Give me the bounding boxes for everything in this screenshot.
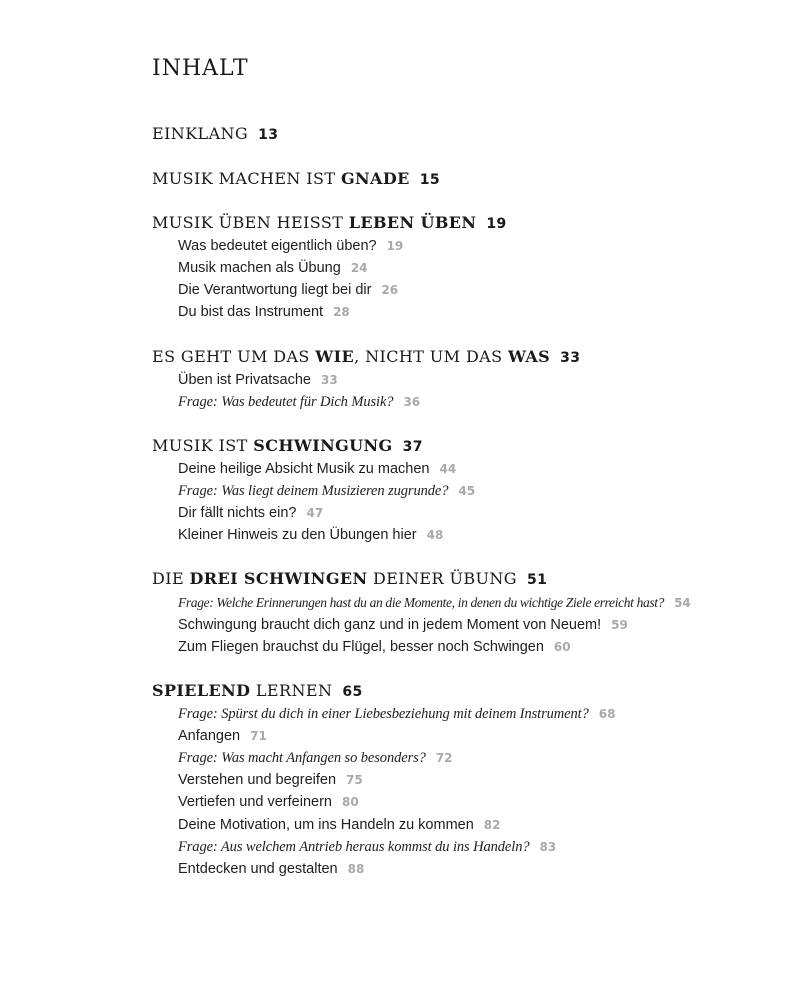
entry-page-number: 71 xyxy=(250,729,267,743)
toc-question-entry xyxy=(178,749,453,767)
chapter-heading xyxy=(152,169,440,190)
chapter-title-bold: LEBEN ÜBEN xyxy=(348,213,477,232)
entry-page-number: 45 xyxy=(458,484,476,498)
entry-title: Schwingung braucht dich ganz und in jedem Moment von Neuem! xyxy=(178,617,602,633)
entry-title: Anfangen xyxy=(178,728,241,744)
toc-entry xyxy=(178,237,403,255)
entry-page-number: 68 xyxy=(598,707,616,721)
chapter-page-number: 65 xyxy=(342,684,363,700)
chapter-title-bold: SCHWINGUNG xyxy=(253,436,393,455)
entry-page-number: 60 xyxy=(553,640,571,654)
entry-page-number: 88 xyxy=(347,862,365,876)
entry-title: Dir fällt nichts ein? xyxy=(178,505,297,521)
entry-title: Was bedeutet eigentlich üben? xyxy=(178,238,377,254)
entry-title: Kleiner Hinweis zu den Übungen hier xyxy=(178,527,417,543)
chapter-title-mid: LERNEN xyxy=(250,681,333,700)
toc-entry xyxy=(178,638,571,656)
entry-title: Entdecken und gestalten xyxy=(178,861,338,877)
toc-question-entry xyxy=(178,393,420,411)
chapter-heading xyxy=(152,436,423,457)
toc-entry xyxy=(178,303,350,321)
chapter-heading xyxy=(152,124,278,145)
entry-title: Frage: Was bedeutet für Dich Musik? xyxy=(178,394,394,410)
chapter-title: EINKLANG xyxy=(152,124,249,143)
entry-page-number: 47 xyxy=(306,506,324,520)
entry-title: Frage: Spürst du dich in einer Liebesbeziehung mit deinem Instrument? xyxy=(178,706,589,722)
chapter-title-bold-2: WAS xyxy=(507,347,551,366)
chapter-page-number: 37 xyxy=(402,439,423,455)
toc-entry xyxy=(178,259,368,277)
chapter-title: MUSIK IST xyxy=(152,436,254,455)
toc-entry xyxy=(178,460,456,478)
toc-entry xyxy=(178,371,338,389)
chapter-page-number: 33 xyxy=(560,350,581,366)
entry-page-number: 28 xyxy=(333,305,350,319)
toc-entry xyxy=(178,526,443,544)
entry-title: Musik machen als Übung xyxy=(178,260,341,276)
toc-question-entry xyxy=(178,705,615,723)
entry-page-number: 82 xyxy=(483,818,501,832)
toc-entry xyxy=(178,727,267,745)
toc-question-entry xyxy=(178,482,475,500)
toc-entry xyxy=(178,816,500,834)
chapter-page-number: 19 xyxy=(486,216,507,232)
entry-title: Deine Motivation, um ins Handeln zu kommen xyxy=(178,817,474,833)
entry-page-number: 44 xyxy=(439,462,457,476)
chapter-title: ES GEHT UM DAS xyxy=(152,347,316,366)
entry-page-number: 36 xyxy=(403,395,421,409)
entry-page-number: 33 xyxy=(320,373,338,387)
entry-page-number: 75 xyxy=(346,773,363,787)
entry-title: Du bist das Instrument xyxy=(178,304,324,320)
entry-title: Die Verantwortung liegt bei dir xyxy=(178,282,372,298)
toc-question-entry xyxy=(178,838,556,856)
chapter-page-number: 13 xyxy=(258,127,279,143)
entry-title: Zum Fliegen brauchst du Flügel, besser noch Schwingen xyxy=(178,639,544,655)
toc-entry xyxy=(178,793,359,811)
entry-page-number: 26 xyxy=(381,283,399,297)
toc-entry xyxy=(178,504,323,522)
entry-title: Üben ist Privatsache xyxy=(178,372,311,388)
toc-entry xyxy=(178,771,363,789)
entry-page-number: 59 xyxy=(611,618,628,632)
chapter-heading xyxy=(152,213,507,234)
entry-page-number: 80 xyxy=(341,795,359,809)
entry-page-number: 19 xyxy=(386,239,404,253)
chapter-title-bold: GNADE xyxy=(340,169,410,188)
toc-entry xyxy=(178,616,628,634)
entry-title: Deine heilige Absicht Musik zu machen xyxy=(178,461,430,477)
chapter-title-bold: WIE xyxy=(315,347,355,366)
entry-title: Frage: Was macht Anfangen so besonders? xyxy=(178,750,426,766)
chapter-title-bold: SPIELEND xyxy=(152,681,251,700)
chapter-heading xyxy=(152,681,363,702)
entry-page-number: 72 xyxy=(435,751,453,765)
entry-page-number: 48 xyxy=(426,528,444,542)
entry-page-number: 54 xyxy=(674,596,691,610)
toc-entry xyxy=(178,860,364,878)
chapter-title: MUSIK ÜBEN HEISST xyxy=(152,213,349,232)
entry-title: Frage: Was liegt deinem Musizieren zugrunde? xyxy=(178,483,449,499)
chapter-page-number: 15 xyxy=(419,172,441,188)
chapter-title-mid: DEINER ÜBUNG xyxy=(367,569,517,588)
chapter-heading xyxy=(152,347,580,368)
entry-page-number: 83 xyxy=(539,840,557,854)
chapter-heading xyxy=(152,569,547,590)
toc-entry xyxy=(178,281,398,299)
entry-title: Frage: Aus welchem Antrieb heraus kommst du ins Handeln? xyxy=(178,839,530,855)
entry-title: Verstehen und begreifen xyxy=(178,772,337,788)
chapter-title-mid: , NICHT UM DAS xyxy=(354,347,508,366)
chapter-title-bold: DREI SCHWINGEN xyxy=(189,569,368,588)
chapter-title: DIE xyxy=(152,569,190,588)
toc-question-entry xyxy=(178,594,691,612)
entry-title: Vertiefen und verfeinern xyxy=(178,794,332,810)
page-title: INHALT xyxy=(152,56,249,81)
chapter-title: MUSIK MACHEN IST xyxy=(152,169,341,188)
entry-title: Frage: Welche Erinnerungen hast du an die Momente, in denen du wichtige Ziele erreicht hast? xyxy=(178,595,665,610)
chapter-page-number: 51 xyxy=(526,572,548,588)
entry-page-number: 24 xyxy=(350,261,368,275)
